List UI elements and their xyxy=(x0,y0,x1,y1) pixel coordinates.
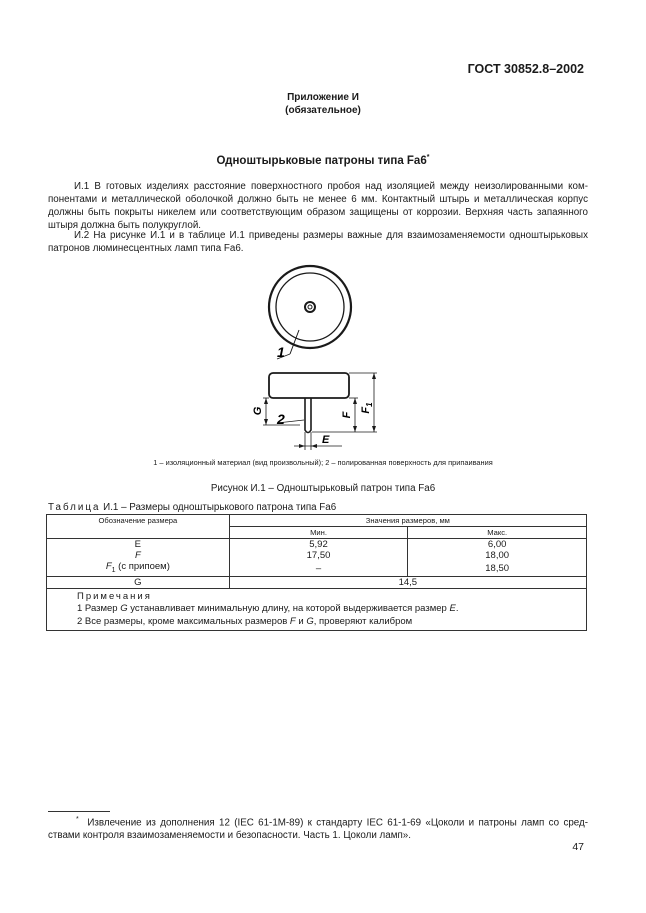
row-f1-name xyxy=(47,561,230,576)
note-1-symbol: G xyxy=(120,603,128,615)
note-1-text: устанавливает минимальную длину, на которой выдерживается размер xyxy=(127,603,450,615)
row-f-min: 17,50 xyxy=(229,550,408,561)
note-2-symbol: F xyxy=(289,615,296,627)
dim-arrow xyxy=(264,419,268,425)
section-title-text: Одноштырьковые патроны типа Fa6 xyxy=(216,154,427,167)
pin-profile xyxy=(305,398,311,433)
dim-arrow xyxy=(353,426,357,432)
callout-2-label: 2 xyxy=(277,411,285,427)
note-1-text: . xyxy=(455,603,459,615)
figure-legend: 1 – изоляционный материал (вид произвольный); 2 – полированная поверхность для припаивания xyxy=(153,458,493,467)
annex-title: Приложение И xyxy=(287,92,359,103)
row-f-letter: F xyxy=(134,550,141,561)
note-1-text: 1 Размер xyxy=(77,603,121,615)
row-f1-max: 18,50 xyxy=(408,561,587,576)
paragraph-1-line: понентами и металлической оболочкой должно быть не менее 6 мм. Контактный штырь и металлическая корпус xyxy=(48,194,588,205)
table-row xyxy=(47,576,587,588)
section-title xyxy=(0,154,646,167)
row-e-min: 5,92 xyxy=(229,539,408,551)
base-holder-drawing xyxy=(250,260,390,455)
note-2-symbol: G xyxy=(306,615,314,627)
header-max: Макс. xyxy=(408,527,587,539)
pin-outer-circle xyxy=(305,302,315,312)
row-g-name: G xyxy=(47,576,230,588)
body-profile xyxy=(269,373,349,398)
table-notes xyxy=(47,588,587,631)
note-2-text: 2 Все размеры, кроме максимальных размеров xyxy=(77,615,290,627)
dim-label-f1 xyxy=(360,402,374,414)
row-e-name: E xyxy=(47,539,230,551)
annex-heading xyxy=(0,91,646,117)
dim-label-f1-letter: F xyxy=(360,406,372,414)
outer-ring xyxy=(269,266,351,348)
callout-1-label: 1 xyxy=(277,344,285,360)
table-notes-row xyxy=(47,588,587,631)
document-code: ГОСТ 30852.8–2002 xyxy=(467,62,584,76)
paragraph-1-line: И.1 В готовых изделиях расстояние поверхностного пробоя над изоляцией между неизолированными ком- xyxy=(74,181,588,192)
table-row xyxy=(47,550,587,561)
page-number: 47 xyxy=(572,841,584,853)
note-2-text: , проверяют калибром xyxy=(313,615,413,627)
annex-status: (обязательное) xyxy=(285,105,361,116)
dim-label-f1-sub: 1 xyxy=(365,402,374,407)
table-title-rest: И.1 – Размеры одноштырькового патрона типа Fa6 xyxy=(103,502,337,513)
row-e-max: 6,00 xyxy=(408,539,587,551)
dim-arrow xyxy=(264,398,268,404)
dim-label-f: F xyxy=(341,411,353,419)
dim-label-g: G xyxy=(252,406,264,416)
note-1 xyxy=(77,603,556,616)
header-min: Мин. xyxy=(229,527,408,539)
table-title xyxy=(48,502,336,513)
table-header-row xyxy=(47,515,587,527)
footnote xyxy=(48,813,588,842)
paragraph-2 xyxy=(48,229,588,255)
dim-arrow xyxy=(372,373,376,379)
row-f-max: 18,00 xyxy=(408,550,587,561)
section-footnote-mark: * xyxy=(426,154,430,161)
dim-arrow xyxy=(311,444,317,448)
row-f1-sub: 1 xyxy=(111,566,116,574)
dim-arrow xyxy=(353,398,357,404)
paragraph-1-line: должны быть покрыты никелем или соответствующим образом защищены от коррозии. Верхняя часть запаянного xyxy=(48,207,588,218)
table-row xyxy=(47,561,587,576)
figure-caption: Рисунок И.1 – Одноштырьковый патрон типа Fa6 xyxy=(210,483,436,494)
table-title-word: Таблица xyxy=(48,502,101,513)
row-f1-suffix: (с припоем) xyxy=(115,561,170,572)
footnote-mark: * xyxy=(76,816,79,823)
header-designation: Обозначение размера xyxy=(47,515,230,539)
dim-arrow xyxy=(299,444,305,448)
row-f-name xyxy=(47,550,230,561)
note-2 xyxy=(77,616,556,629)
callout-1-leader xyxy=(290,330,299,354)
notes-heading: Примечания xyxy=(77,590,152,602)
paragraph-2-line: И.2 На рисунке И.1 и в таблице И.1 приведены размеры важные для взаимозаменяемости одноштырьковых xyxy=(74,230,588,241)
paragraph-1-line: штыря должна быть полукруглой. xyxy=(48,220,202,231)
row-g-value: 14,5 xyxy=(229,576,586,588)
inner-ring xyxy=(276,273,344,341)
dim-label-e: E xyxy=(322,434,330,446)
table-row xyxy=(47,539,587,551)
note-2-text: и xyxy=(295,615,307,627)
paragraph-2-line: патронов люминесцентных ламп типа Fa6. xyxy=(48,243,244,254)
footnote-line xyxy=(48,813,588,829)
row-f1-min: – xyxy=(229,561,408,576)
header-values: Значения размеров, мм xyxy=(229,515,586,527)
dim-arrow xyxy=(372,426,376,432)
footnote-line: ствами контроля взаимозаменяемости и безопасности. Часть 1. Цоколи ламп». xyxy=(48,830,411,842)
pin-inner-circle xyxy=(308,305,312,309)
paragraph-1 xyxy=(48,180,588,232)
dimensions-table xyxy=(46,514,587,631)
row-f1-letter: F xyxy=(105,561,112,572)
footnote-rule xyxy=(48,811,110,812)
note-1-symbol: E xyxy=(449,603,456,615)
footnote-line-text: Извлечение из дополнения 12 (IEC 61-1M-89) к стандарту IEC 61-1-69 «Цоколи и патроны ламп со сред- xyxy=(87,817,589,829)
